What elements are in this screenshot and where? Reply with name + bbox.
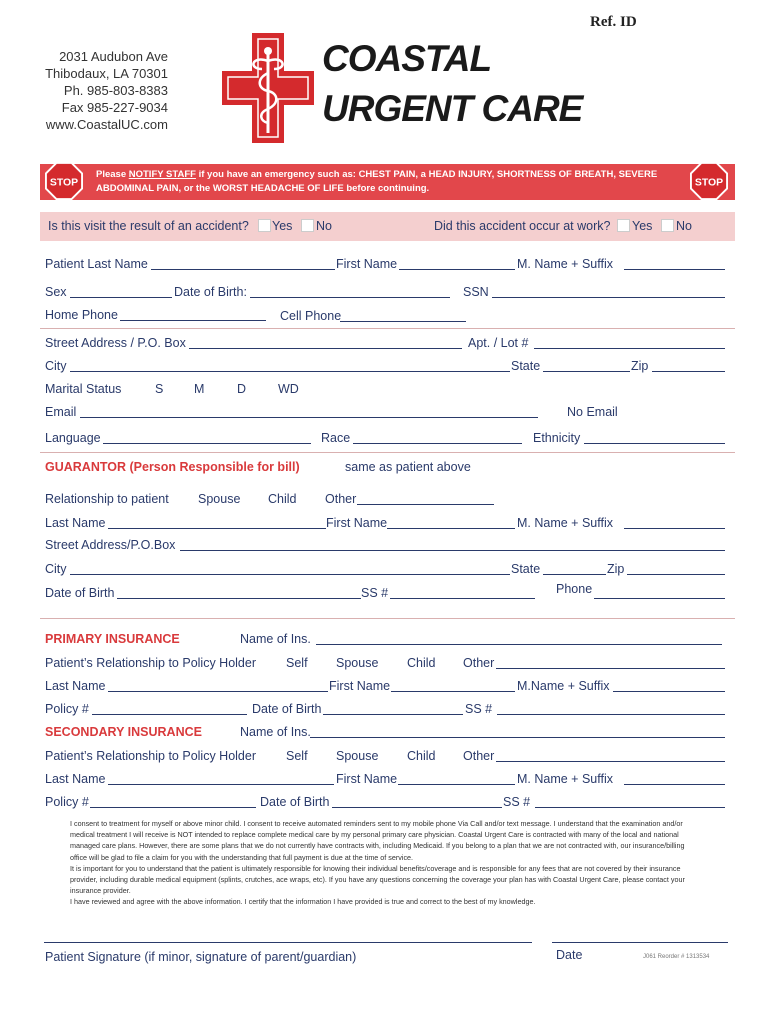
fax-line: Fax 985-227-9034 xyxy=(61,100,168,115)
guarantor-heading: GUARANTOR (Person Responsible for bill) xyxy=(45,460,300,474)
signature-date-label: Date xyxy=(556,948,583,962)
svg-text:STOP: STOP xyxy=(49,177,79,189)
work-yes-label: Yes xyxy=(632,219,653,233)
address-line: Thibodaux, LA 70301 xyxy=(45,66,168,81)
sex-field[interactable] xyxy=(70,297,172,298)
street-address-label: Street Address / P.O. Box xyxy=(45,336,186,350)
patient-middle-label: M. Name + Suffix xyxy=(517,257,613,271)
cell-phone-field[interactable] xyxy=(340,321,466,322)
primary-self-option[interactable]: Self xyxy=(286,656,308,670)
secondary-first-name-label: First Name xyxy=(336,772,398,786)
ethnicity-field[interactable] xyxy=(584,443,725,444)
consent-paragraph: It is important for you to understand that the patient is ultimately responsible for knowing their individual benefits/coverage and is responsible for any fees that are not covered by their insurance provider, including durable medical equipment (splints, crutches, ace wraps, etc). If you have any questions concerning the coverage your plan has with Coastal Urgent Care, please contact your insurance provider. xyxy=(70,863,685,896)
no-email-option[interactable]: No Email xyxy=(567,405,618,419)
secondary-first-name-field[interactable] xyxy=(398,784,515,785)
primary-name-of-ins-field[interactable] xyxy=(316,644,722,645)
marital-divorced-option[interactable]: D xyxy=(237,382,247,396)
section-divider xyxy=(40,328,735,329)
secondary-ss-label: SS # xyxy=(503,795,531,809)
secondary-dob-field[interactable] xyxy=(332,807,502,808)
consent-paragraph: I have reviewed and agree with the above information. I certify that the information I have provided is true and correct to the best of my knowledge. xyxy=(70,897,536,907)
apt-label: Apt. / Lot # xyxy=(468,336,529,350)
primary-spouse-option[interactable]: Spouse xyxy=(336,656,379,670)
brand-name-line1: COASTAL xyxy=(322,38,492,79)
secondary-self-option[interactable]: Self xyxy=(286,749,308,763)
race-field[interactable] xyxy=(353,443,522,444)
medical-cross-logo-icon xyxy=(222,33,314,148)
primary-other-field[interactable] xyxy=(496,668,725,669)
notice-pre: Please xyxy=(96,169,129,180)
ssn-field[interactable] xyxy=(492,297,725,298)
zip-label: Zip xyxy=(631,359,649,373)
state-field[interactable] xyxy=(543,371,630,372)
primary-dob-field[interactable] xyxy=(323,714,463,715)
primary-first-name-field[interactable] xyxy=(391,691,515,692)
primary-middle-field[interactable] xyxy=(613,691,725,692)
guarantor-relationship-label: Relationship to patient xyxy=(45,492,169,506)
marital-status-label: Marital Status xyxy=(45,382,122,396)
marital-single-option[interactable]: S xyxy=(155,382,164,396)
guarantor-street-label: Street Address/P.O.Box xyxy=(45,538,176,552)
marital-widowed-option[interactable]: WD xyxy=(278,382,299,396)
email-field[interactable] xyxy=(80,417,538,418)
ref-id-label: Ref. ID xyxy=(590,14,637,30)
guarantor-state-field[interactable] xyxy=(543,574,606,575)
consent-statement xyxy=(70,818,700,908)
secondary-last-name-field[interactable] xyxy=(108,784,334,785)
guarantor-zip-field[interactable] xyxy=(627,574,725,575)
guarantor-middle-field[interactable] xyxy=(624,528,725,529)
cell-phone-label: Cell Phone xyxy=(280,309,342,323)
patient-first-name-label: First Name xyxy=(336,257,398,271)
primary-name-of-ins-label: Name of Ins. xyxy=(240,632,311,646)
primary-policy-field[interactable] xyxy=(92,714,247,715)
reorder-number: J061 Reorder # 1313534 xyxy=(643,954,710,960)
emergency-notice-text xyxy=(96,168,686,196)
secondary-name-of-ins-field[interactable] xyxy=(310,737,725,738)
work-no-label: No xyxy=(676,219,692,233)
guarantor-dob-field[interactable] xyxy=(117,598,361,599)
secondary-dob-label: Date of Birth xyxy=(260,795,330,809)
language-label: Language xyxy=(45,431,101,445)
primary-ss-label: SS # xyxy=(465,702,493,716)
clinic-address xyxy=(40,48,168,133)
primary-relationship-label: Patient’s Relationship to Policy Holder xyxy=(45,656,256,670)
accident-question: Is this visit the result of an accident? xyxy=(48,219,249,233)
address-line: 2031 Audubon Ave xyxy=(59,49,168,64)
work-yes-checkbox[interactable] xyxy=(617,219,630,232)
secondary-other-field[interactable] xyxy=(496,761,725,762)
guarantor-zip-label: Zip xyxy=(607,562,625,576)
accident-yes-checkbox[interactable] xyxy=(258,219,271,232)
guarantor-ss-label: SS # xyxy=(361,586,389,600)
dob-label: Date of Birth: xyxy=(174,285,247,299)
ethnicity-label: Ethnicity xyxy=(533,431,581,445)
brand-name-line2: URGENT CARE xyxy=(322,88,583,129)
guarantor-phone-label: Phone xyxy=(556,582,593,596)
guarantor-street-field[interactable] xyxy=(180,550,725,551)
language-field[interactable] xyxy=(103,443,311,444)
email-label: Email xyxy=(45,405,77,419)
home-phone-field[interactable] xyxy=(120,320,266,321)
accident-no-label: No xyxy=(316,219,332,233)
guarantor-phone-field[interactable] xyxy=(594,598,725,599)
home-phone-label: Home Phone xyxy=(45,308,118,322)
primary-insurance-heading: PRIMARY INSURANCE xyxy=(45,632,180,646)
dob-field[interactable] xyxy=(250,297,450,298)
race-label: Race xyxy=(321,431,351,445)
secondary-spouse-option[interactable]: Spouse xyxy=(336,749,379,763)
secondary-middle-field[interactable] xyxy=(624,784,725,785)
zip-field[interactable] xyxy=(652,371,725,372)
street-address-field[interactable] xyxy=(189,348,462,349)
sex-label: Sex xyxy=(45,285,67,299)
secondary-name-of-ins-label: Name of Ins. xyxy=(240,725,311,739)
svg-text:STOP: STOP xyxy=(694,177,724,189)
patient-last-name-label: Patient Last Name xyxy=(45,257,148,271)
section-divider xyxy=(40,452,735,453)
ssn-label: SSN xyxy=(463,285,489,299)
accident-no-checkbox[interactable] xyxy=(301,219,314,232)
guarantor-middle-label: M. Name + Suffix xyxy=(517,516,613,530)
patient-last-name-field[interactable] xyxy=(151,269,335,270)
secondary-policy-field[interactable] xyxy=(90,807,256,808)
guarantor-last-name-label: Last Name xyxy=(45,516,106,530)
primary-middle-label: M.Name + Suffix xyxy=(517,679,610,693)
secondary-ss-field[interactable] xyxy=(535,807,725,808)
website-line: www.CoastalUC.com xyxy=(45,117,168,132)
guarantor-dob-label: Date of Birth xyxy=(45,586,115,600)
section-divider xyxy=(40,618,735,619)
guarantor-city-field[interactable] xyxy=(70,574,510,575)
work-no-checkbox[interactable] xyxy=(661,219,674,232)
city-field[interactable] xyxy=(70,371,510,372)
primary-first-name-label: First Name xyxy=(329,679,391,693)
guarantor-other-field[interactable] xyxy=(357,504,494,505)
primary-child-option[interactable]: Child xyxy=(407,656,436,670)
primary-policy-label: Policy # xyxy=(45,702,89,716)
stop-sign-right-icon xyxy=(690,162,728,205)
phone-line: Ph. 985-803-8383 xyxy=(63,83,168,98)
signature-label: Patient Signature (if minor, signature of parent/guardian) xyxy=(45,950,357,964)
guarantor-state-label: State xyxy=(511,562,541,576)
signature-field[interactable] xyxy=(44,942,532,943)
marital-married-option[interactable]: M xyxy=(194,382,205,396)
primary-dob-label: Date of Birth xyxy=(252,702,322,716)
consent-paragraph: I consent to treatment for myself or above minor child. I consent to receive automated reminders sent to my mobile phone Via Call and/or text message. I understand that the examination and/or medical treatment I will receive is NOT intended to replace complete medical care by my personal primary care physician. Coastal Urgent Care is contracted with many of the local and national managed care plans. However, there are some plans that we do not currently have contracts with, including Medicaid. If you belong to a plan that we are not contracted with, our insurance/billing office will be glad to file a claim for you with the understanding that full payment is due at the time of service. xyxy=(70,819,685,862)
signature-date-field[interactable] xyxy=(552,942,728,943)
same-as-patient-option[interactable]: same as patient above xyxy=(345,460,471,474)
primary-other-option[interactable]: Other xyxy=(463,656,495,670)
city-label: City xyxy=(45,359,67,373)
apt-field[interactable] xyxy=(534,348,725,349)
secondary-middle-label: M. Name + Suffix xyxy=(517,772,613,786)
work-accident-question: Did this accident occur at work? xyxy=(434,219,611,233)
guarantor-first-name-label: First Name xyxy=(326,516,388,530)
guarantor-first-name-field[interactable] xyxy=(387,528,515,529)
guarantor-last-name-field[interactable] xyxy=(108,528,326,529)
secondary-policy-label: Policy # xyxy=(45,795,89,809)
secondary-insurance-heading: SECONDARY INSURANCE xyxy=(45,725,202,739)
notice-post: if you have an emergency such as: CHEST PAIN, a HEAD INJURY, SHORTNESS OF BREATH, SEVERE ABDOMINAL PAIN, or the WORST HEADACHE OF LIFE before continuing. xyxy=(96,169,658,194)
guarantor-ss-field[interactable] xyxy=(390,598,535,599)
secondary-child-option[interactable]: Child xyxy=(407,749,436,763)
secondary-last-name-label: Last Name xyxy=(45,772,106,786)
guarantor-other-option[interactable]: Other xyxy=(325,492,357,506)
secondary-relationship-label: Patient’s Relationship to Policy Holder xyxy=(45,749,256,763)
notify-staff-text: NOTIFY STAFF xyxy=(128,169,196,180)
patient-middle-field[interactable] xyxy=(624,269,725,270)
guarantor-child-option[interactable]: Child xyxy=(268,492,297,506)
secondary-other-option[interactable]: Other xyxy=(463,749,495,763)
state-label: State xyxy=(511,359,541,373)
primary-ss-field[interactable] xyxy=(497,714,725,715)
primary-last-name-label: Last Name xyxy=(45,679,106,693)
primary-last-name-field[interactable] xyxy=(108,691,328,692)
accident-yes-label: Yes xyxy=(272,219,293,233)
guarantor-city-label: City xyxy=(45,562,67,576)
stop-sign-left-icon xyxy=(45,162,83,205)
guarantor-spouse-option[interactable]: Spouse xyxy=(198,492,241,506)
patient-first-name-field[interactable] xyxy=(399,269,515,270)
